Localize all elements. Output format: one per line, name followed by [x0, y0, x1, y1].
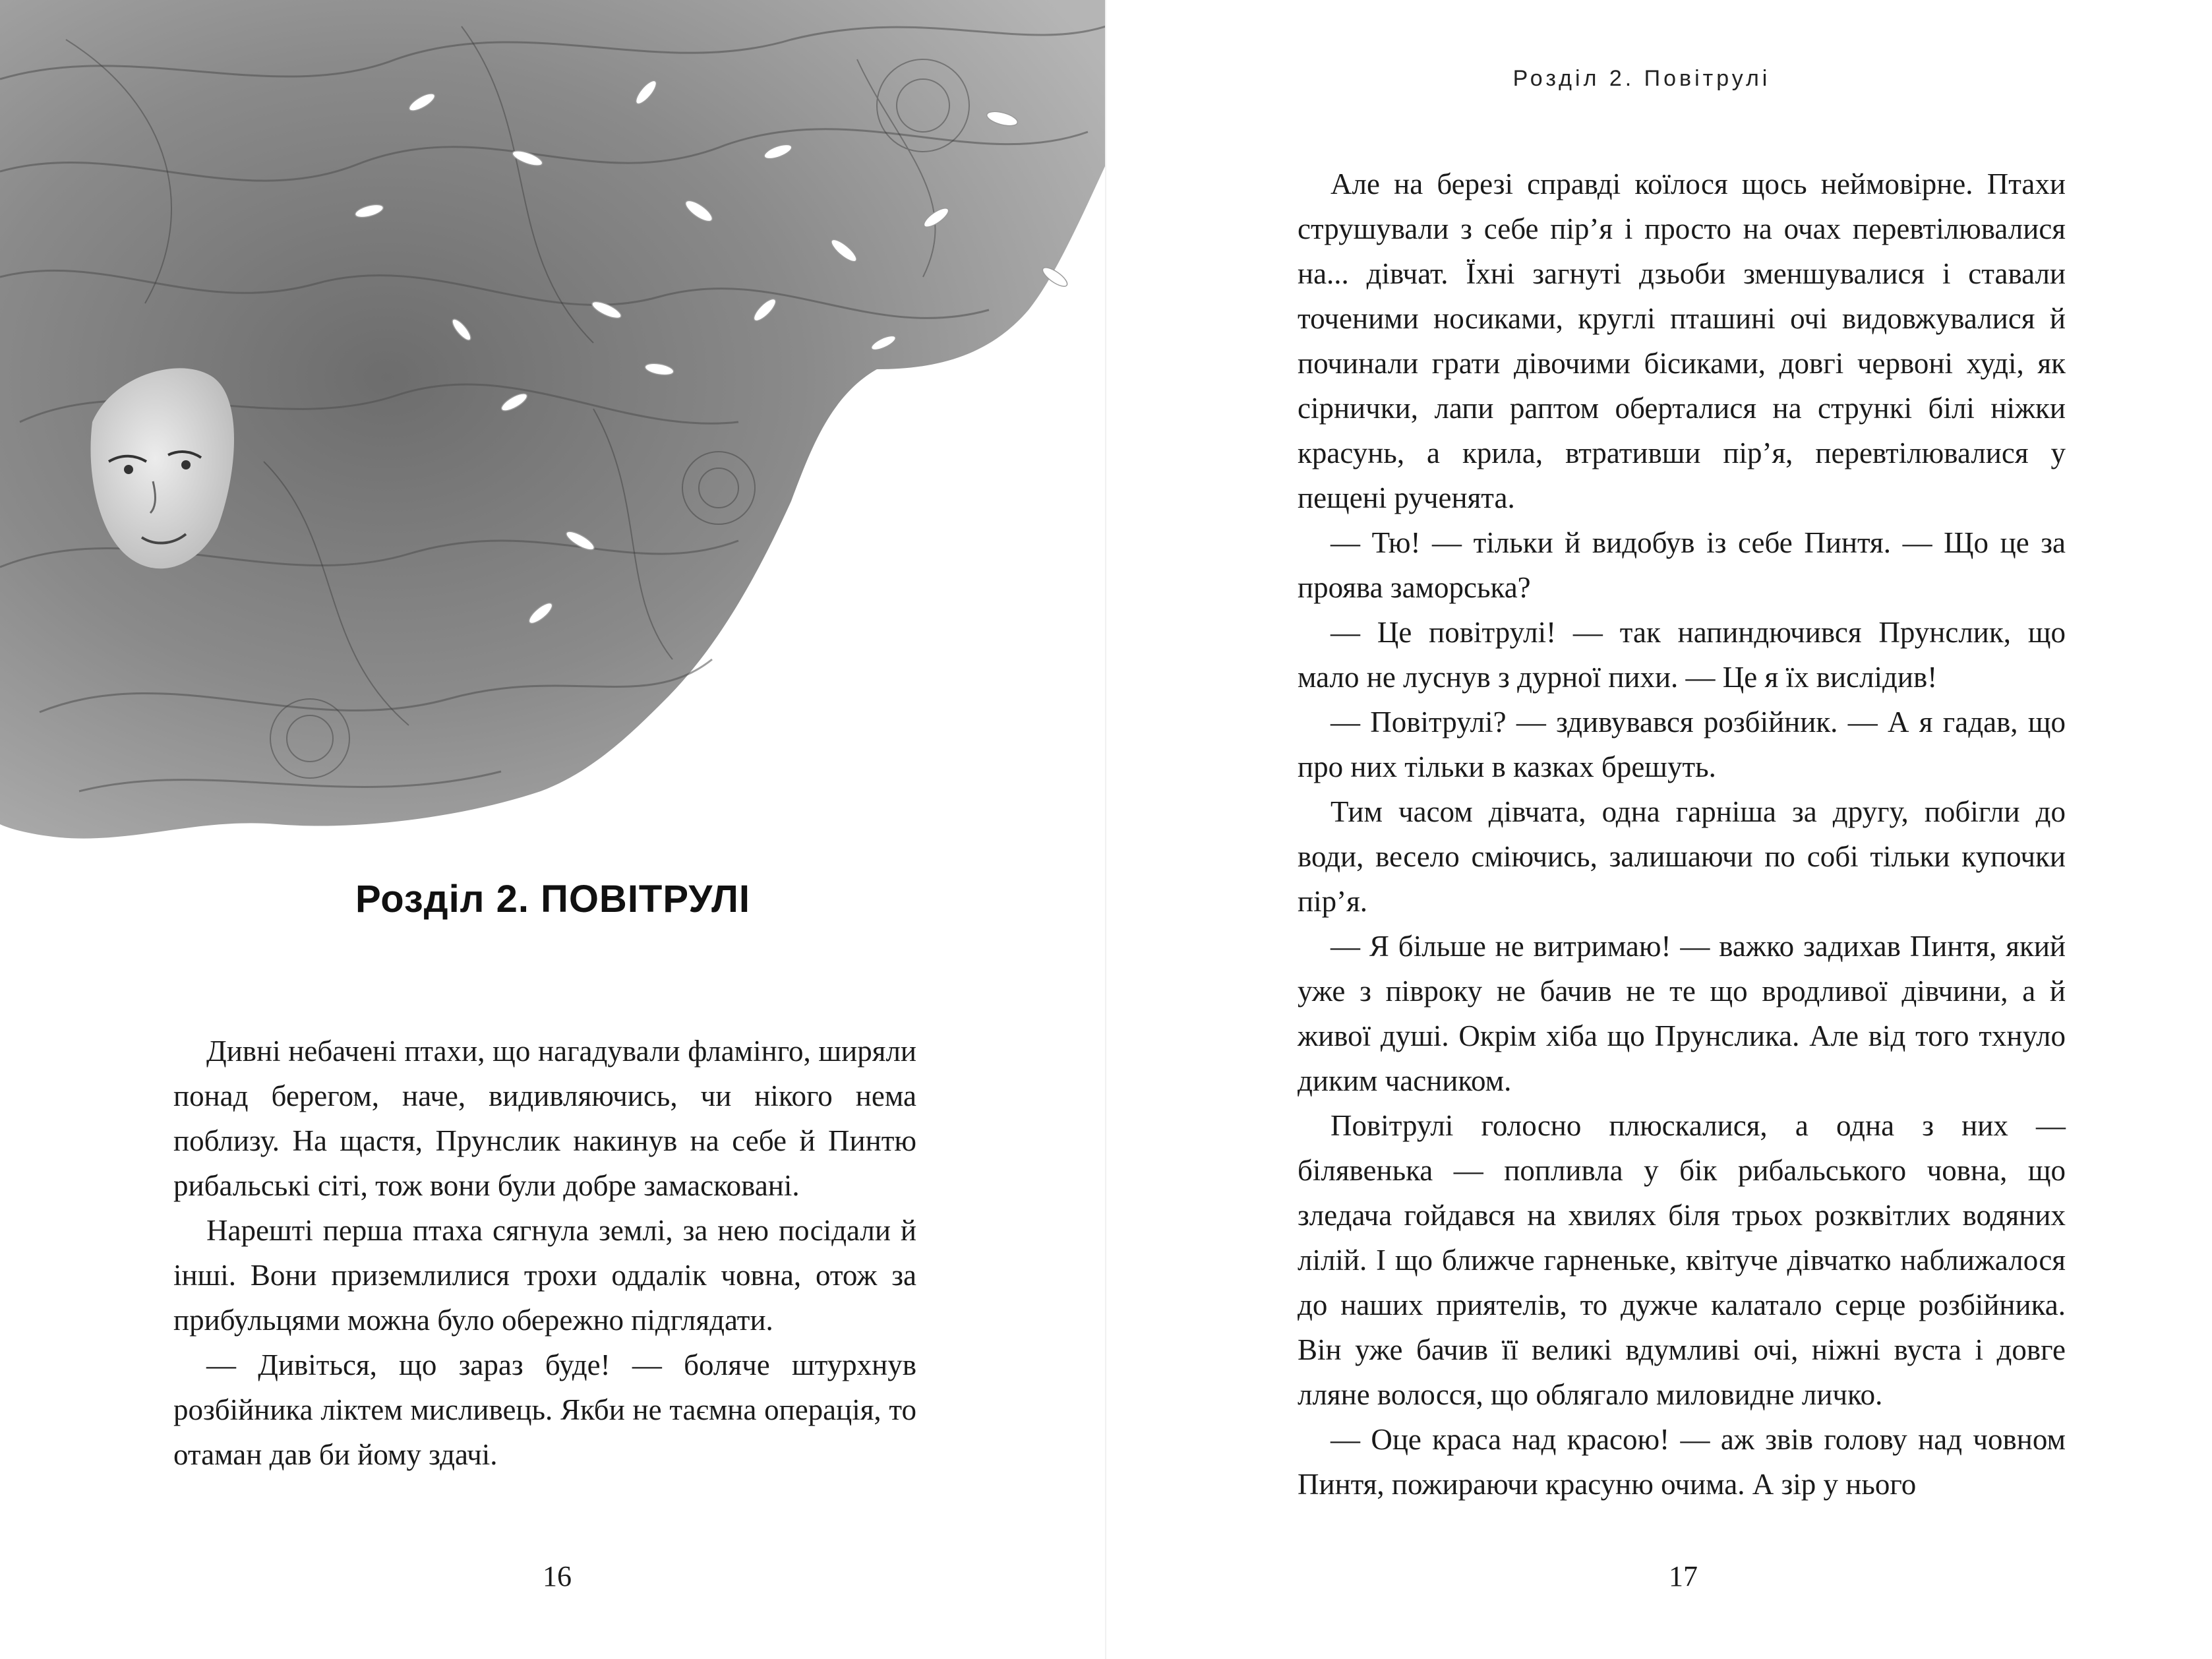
paragraph: — Дивіться, що зараз буде! — боляче штурхнув розбійника ліктем мисливець. Якби не таємна операція, то отаман дав би йому здачі.	[173, 1348, 916, 1471]
paragraph: Повітрулі голосно плюскалися, а одна з них — білявенька — попливла у бік рибальського човна, що зледача гойдався на хвилях біля трьох розквітлих водяних лілій. І що ближче гарненьке, квітуче дівчатко наближалося до наших приятелів, то дужче калатало серце розбійника. Він уже бачив її великі вдумливі очі, ніжні вуста і довге лляне волосся, що облягало миловидне личко.	[1298, 1109, 2066, 1411]
paragraph: — Оце краса над красою! — аж звів голову над човном Пинтя, пожираючи красуню очима. А зір у нього	[1298, 1423, 2066, 1501]
hair-illustration	[0, 0, 1106, 844]
chapter-title: Розділ 2. ПОВІТРУЛІ	[355, 878, 750, 920]
paragraph: — Це повітрулі! — так напиндючився Прунслик, що мало не луснув з дурної пихи. — Це я їх вислідив!	[1298, 616, 2066, 694]
paragraph: — Тю! — тільки й видобув із себе Пинтя. — Що це за проява заморська?	[1298, 526, 2066, 604]
running-head: Розділ 2. Повітрулі	[1512, 66, 1771, 91]
paragraph: — Повітрулі? — здивувався розбійник. — А я гадав, що про них тільки в казках брешуть.	[1298, 706, 2066, 783]
book-spine	[1105, 0, 1106, 1659]
right-body-text	[1298, 162, 2066, 1507]
paragraph: Тим часом дівчата, одна гарніша за другу, побігли до води, весело сміючись, залишаючи по собі тільки купочки пір’я.	[1298, 795, 2066, 918]
left-body-text	[173, 1029, 916, 1477]
paragraph: Дивні небачені птахи, що нагадували фламінго, ширяли понад берегом, наче, видивляючись, чи нікого нема поблизу. На щастя, Прунслик накинув на себе й Пинтю рибальські сіті, тож вони були добре замасковані.	[173, 1035, 916, 1202]
paragraph: Але на березі справді коїлося щось неймовірне. Птахи струшували з себе пір’я і просто на очах перевтілювалися на... дівчат. Їхні загнуті дзьоби зменшувалися і ставали точеними носиками, круглі пташині очі видовжувалися й починали грати дівочими бісиками, довгі червоні худі, як сірнички, лапи раптом оберталися на стрункі білі ніжки красунь, а крила, втративши пір’я, перевтілювалися у пещені рученята.	[1298, 167, 2066, 514]
page-number-right: 17	[1669, 1560, 1698, 1592]
page-number-left: 16	[543, 1560, 572, 1592]
paragraph: — Я більше не витримаю! — важко задихав Пинтя, який уже з півроку не бачив не те що вродливої дівчини, а й живої душі. Окрім хіба що Прунслика. Але від того тхнуло диким часником.	[1298, 930, 2066, 1097]
paragraph: Нарешті перша птаха сягнула землі, за нею посідали й інші. Вони приземлилися трохи оддалік човна, отож за прибульцями можна було обережно підглядати.	[173, 1214, 916, 1337]
